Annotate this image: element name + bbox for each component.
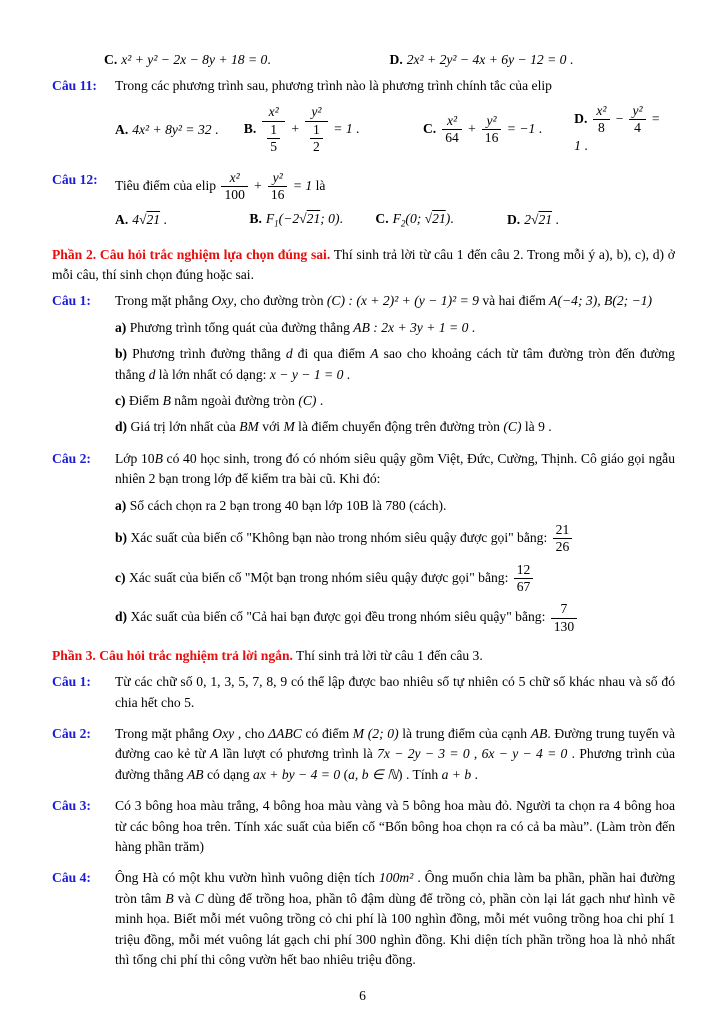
option-c: [423, 113, 574, 147]
question-12: [52, 170, 675, 240]
option-b-formula: $F_1(-2√21$; 0).: [265, 211, 343, 230]
question-12-options: [115, 209, 675, 231]
part2-q1-item-b: b) Phương trình đường thẳng d đi qua điểm A sao cho khoảng cách từ tâm đường tròn đến đường thẳng d là lớn nhất có dạng: x − y − 1 = 0 .: [115, 346, 675, 382]
part2-q1-item-a: a) Phương trình tổng quát của đường thẳng AB : 2x + 3y + 1 = 0 .: [115, 319, 476, 335]
part3-question-2-label: Câu 2:: [52, 725, 91, 741]
part2-heading: Phần 2. Câu hỏi trắc nghiệm lựa chọn đúng sai. Thí sinh trả lời từ câu 1 đến câu 2. Trong mỗi ý a), b), c), d) ở mỗi câu, thí sinh chọn đúng hoặc sai.: [52, 246, 675, 283]
part3-question-3-label: Câu 3:: [52, 798, 91, 814]
option-d-letter: D.: [389, 52, 403, 67]
option-a-formula: 4√21 .: [132, 212, 167, 228]
part2-question-2: [52, 449, 675, 641]
option-c-letter: C.: [104, 52, 118, 67]
option-a: [115, 120, 244, 140]
question-11-label: Câu 11:: [52, 78, 97, 94]
option-c-formula: x² + y² − 2x − 8y + 18 = 0.: [121, 52, 271, 67]
part3-question-3: [52, 796, 675, 863]
part3-question-4: [52, 868, 675, 976]
part2-q1-item-c: c) Điểm B nằm ngoài đường tròn (C) .: [115, 392, 324, 408]
part2-q1-item-d: d) Giá trị lớn nhất của BM với M là điểm chuyển động trên đường tròn (C) là 9 .: [115, 419, 552, 435]
part3-heading: Phần 3. Câu hỏi trắc nghiệm trả lời ngắn. Thí sinh trả lời từ câu 1 đến câu 3.: [52, 647, 483, 663]
option-c-formula: $F_2(0$; √21).: [392, 211, 454, 230]
part2-q1-intro: Trong mặt phẳng Oxy, cho đường tròn (C) : (x + 2)² + (y − 1)² = 9 và hai điểm A(−4; 3), B(2; −1): [115, 293, 653, 309]
option-c-letter: C.: [375, 211, 389, 227]
option-d-letter: D.: [506, 212, 521, 228]
question-12-label: Câu 12:: [52, 171, 98, 187]
part2-q2-intro: Lớp 10B có 40 học sinh, trong đó có nhóm siêu quậy gồm Việt, Đức, Cường, Thịnh. Cô giáo gọi ngẫu nhiên 2 bạn trong lớp để kiểm tra bài cũ. Khi đó:: [115, 450, 675, 487]
top-options-row: [52, 50, 675, 70]
part2-q2-item-b: b) Xác suất của biến cố "Không bạn nào trong nhóm siêu quậy được gọi" bằng: $\frac{21}{26}$: [115, 522, 675, 556]
option-b-letter: B.: [243, 120, 257, 136]
option-d-formula: 2x² + 2y² − 4x + 6y − 12 = 0 .: [406, 52, 574, 67]
part3-q3-text: Có 3 bông hoa màu trắng, 4 bông hoa màu vàng và 5 bông hoa màu đỏ. Người ta chọn ra 4 bông hoa từ các bông hoa trên. Tính xác suất của biến cố “Bốn bông hoa chọn ra có cả ba màu”. (Làm tròn đến hàng phần trăm): [115, 798, 675, 854]
option-b: [244, 104, 423, 155]
page-number: 6: [359, 987, 366, 1003]
part3-q1-text: Từ các chữ số 0, 1, 3, 5, 7, 8, 9 có thể lập được bao nhiêu số tự nhiên có 5 chữ số khác nhau và số đó chia hết cho 5.: [115, 674, 675, 710]
part3-question-4-label: Câu 4:: [52, 870, 91, 886]
option-a-formula: 4x² + 8y² = 32 .: [132, 121, 219, 137]
part2-question-2-label: Câu 2:: [52, 450, 91, 466]
option-a: [115, 210, 249, 230]
part2-q2-item-c: c) Xác suất của biến cố "Một bạn trong nhóm siêu quậy được gọi" bằng: $\frac{12}{67}$: [115, 562, 675, 596]
question-11-text: Trong các phương trình sau, phương trình nào là phương trình chính tắc của elip: [115, 78, 552, 94]
part3-q2-text: Trong mặt phẳng Oxy , cho ΔABC có điểm M (2; 0) là trung điểm của cạnh AB. Đường trung tuyến và đường cao kẻ từ A lần lượt có phương trình là 7x − 2y − 3 = 0 , 6x − y − 4 = 0 . Phương trình của đường thẳng AB có dạng ax + by − 4 = 0 (a, b ∈ ℕ) . Tính a + b .: [115, 725, 675, 782]
option-b: [249, 209, 375, 231]
option-b-letter: B.: [249, 211, 262, 227]
option-a-letter: A.: [115, 212, 129, 228]
part2-question-1: [52, 291, 675, 443]
part3-question-1-label: Câu 1:: [52, 674, 91, 690]
option-d-formula: 2√21 .: [524, 212, 559, 228]
option-c-letter: C.: [422, 120, 437, 136]
option-d: [574, 103, 675, 157]
option-d: [507, 210, 675, 230]
part3-q4-text: Ông Hà có một khu vườn hình vuông diện tích 100m² . Ông muốn chia làm ba phần, phần hai đường tròn tâm B và C dùng để trồng hoa, phần tô đậm dùng để trồng cỏ, phần còn lại lát gạch như hình vẽ minh họa. Biết mỗi mét vuông trồng cỏ chi phí là 100 nghìn đồng, mỗi mét vuông trồng hoa chi phí 1 triệu đồng, mỗi mét vuông lát gạch chi phí 300 nghìn đồng. Khi diện tích phần trồng hoa là nhỏ nhất thì tổng chi phí thi công vườn hết bao nhiêu triệu đồng.: [115, 870, 675, 967]
option-a-letter: A.: [115, 121, 129, 137]
option-d: [390, 50, 676, 70]
question-11: [52, 76, 675, 164]
part2-question-1-label: Câu 1:: [52, 293, 91, 309]
part2-q2-item-a: a) Số cách chọn ra 2 bạn trong 40 bạn lớp 10B là 780 (cách).: [115, 497, 447, 513]
question-11-options: [115, 103, 675, 157]
part3-question-2: [52, 724, 675, 791]
option-c: [104, 50, 390, 70]
part2-q2-item-d: d) Xác suất của biến cố "Cả hai bạn được gọi đều trong nhóm siêu quậy" bằng: $\frac{7}{130}$: [115, 601, 675, 635]
option-c: [375, 209, 507, 231]
option-b-formula: $\frac{\text{x²}}{\frac{1}{5}}$ + $\frac{\text{y²}}{\frac{1}{2}}$ = 1 .: [260, 121, 359, 136]
option-d-formula: $\frac{\text{x²}}{8}$ − $\frac{\text{y²}}{4}$ = 1 .: [574, 102, 661, 154]
part3-question-1: [52, 672, 675, 719]
question-12-text: Tiêu điểm của elip $\frac{\text{x²}}{100}$ + $\frac{\text{y²}}{16}$ = 1 là: [115, 169, 326, 203]
option-c-formula: $\frac{\text{x²}}{64}$ + $\frac{\text{y²}}{16}$ = −1 .: [440, 121, 542, 136]
option-d-letter: D.: [574, 110, 588, 126]
